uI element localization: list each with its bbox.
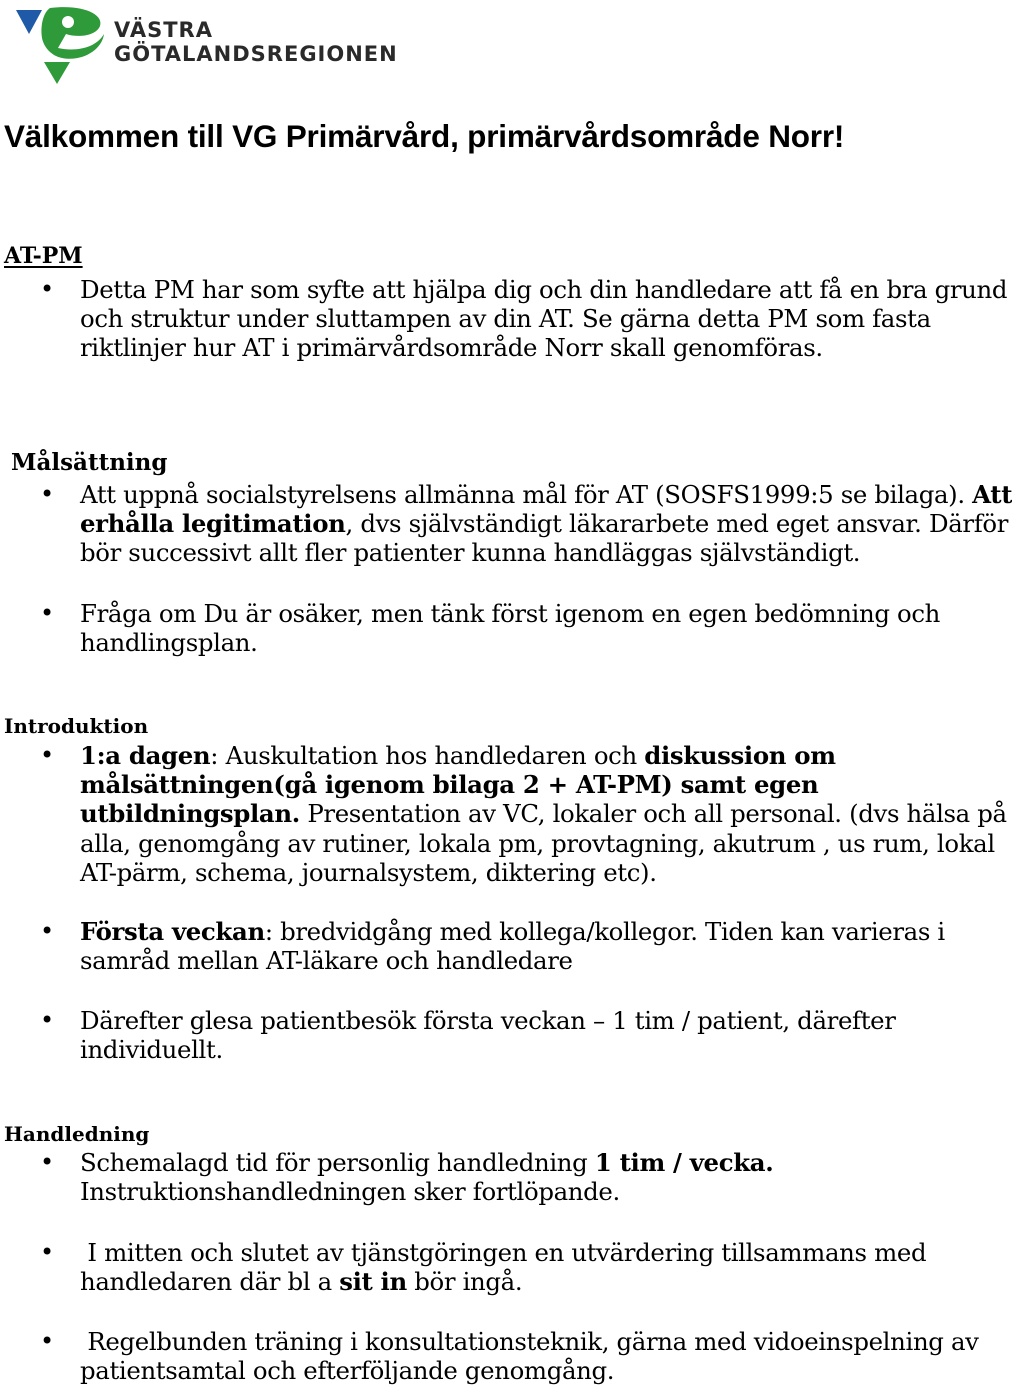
- list-item: [80, 741, 1007, 887]
- text-line: målsättningen(gå igenom bilaga 2 + AT-PM) samt egen: [80, 770, 819, 800]
- list-item: [80, 599, 960, 657]
- list-item: [80, 275, 1008, 363]
- logo-mark-icon: [12, 4, 112, 84]
- text-line: patientsamtal och efterföljande genomgång.: [80, 1356, 615, 1386]
- page-title: Välkommen till VG Primärvård, primärvårdsområde Norr!: [4, 118, 845, 154]
- list-item: [80, 480, 1012, 568]
- logo-text-vastra: VÄSTRA: [114, 18, 213, 42]
- text-line: utbildningsplan. Presentation av VC, lokaler och all personal. (dvs hälsa på: [80, 799, 1007, 829]
- list-item: [80, 1148, 960, 1206]
- text-line: • 1:a dagen: Auskultation hos handledaren och diskussion om: [80, 741, 836, 770]
- text-line: • Fråga om Du är osäker, men tänk först igenom en egen bedömning och: [80, 599, 941, 628]
- text-line: erhålla legitimation, dvs självständigt läkararbete med eget ansvar. Därför: [80, 509, 1009, 539]
- text-line: alla, genomgång av rutiner, lokala pm, provtagning, akutrum , us rum, lokal: [80, 828, 995, 858]
- list-item: [80, 917, 960, 975]
- logo-text-gotalandsregionen: GÖTALANDSREGIONEN: [114, 42, 398, 66]
- text-line: • Regelbunden träning i konsultationsteknik, gärna med vidoeinspelning av: [80, 1327, 979, 1356]
- list-item: [80, 1327, 979, 1386]
- list-item: [80, 1238, 960, 1296]
- heading-handledning: Handledning: [4, 1122, 150, 1146]
- text-line: handledaren där bl a sit in bör ingå.: [80, 1267, 523, 1297]
- heading-introduktion: Introduktion: [4, 714, 149, 738]
- text-line: riktlinjer hur AT i primärvårdsområde Norr skall genomföras.: [80, 333, 823, 363]
- text-line: individuellt.: [80, 1035, 223, 1065]
- text-line: • I mitten och slutet av tjänstgöringen en utvärdering tillsammans med: [80, 1238, 927, 1267]
- text-line: • Första veckan: bredvidgång med kollega/kollegor. Tiden kan varieras i: [80, 917, 945, 946]
- heading-at-pm: AT-PM: [4, 243, 83, 269]
- text-line: • Att uppnå socialstyrelsens allmänna mål för AT (SOSFS1999:5 se bilaga). Att: [80, 480, 1012, 509]
- text-line: samråd mellan AT-läkare och handledare: [80, 946, 573, 976]
- text-line: • Detta PM har som syfte att hjälpa dig och din handledare att få en bra grund: [80, 275, 1008, 304]
- heading-malsattning: Målsättning: [11, 449, 168, 476]
- text-line: AT-pärm, schema, journalsystem, diktering etc).: [80, 857, 657, 887]
- text-line: Instruktionshandledningen sker fortlöpande.: [80, 1177, 620, 1207]
- list-item: [80, 1006, 960, 1064]
- vastra-gotalandsregionen-logo: [12, 4, 398, 84]
- text-line: • Därefter glesa patientbesök första veckan – 1 tim / patient, därefter: [80, 1006, 896, 1035]
- text-line: handlingsplan.: [80, 628, 258, 658]
- text-line: bör successivt allt fler patienter kunna handläggas självständigt.: [80, 538, 861, 568]
- text-line: och struktur under sluttampen av din AT. Se gärna detta PM som fasta: [80, 304, 931, 334]
- text-line: • Schemalagd tid för personlig handledning 1 tim / vecka.: [80, 1148, 774, 1177]
